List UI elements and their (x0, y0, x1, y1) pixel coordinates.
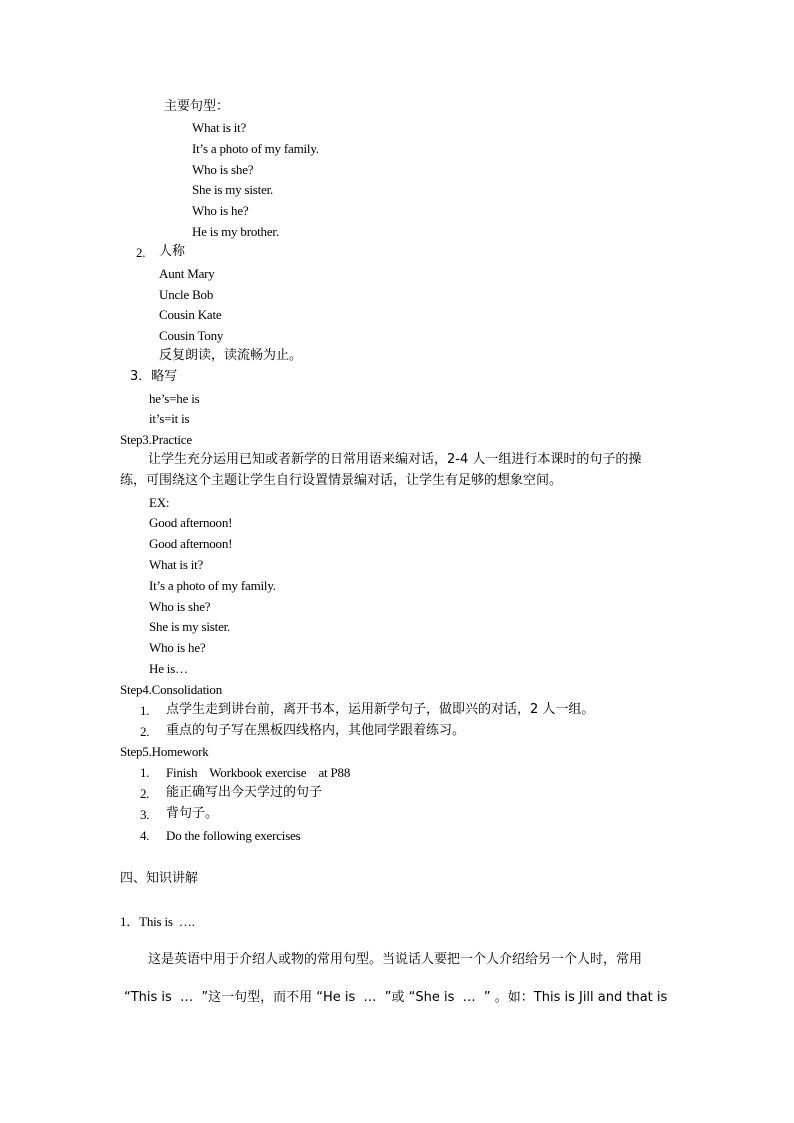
persons-note: 反复朗读，读流畅为止。 (159, 348, 303, 363)
subsection-heading: 1．This is …. (120, 914, 195, 929)
sentence-line: Who is she? (192, 162, 254, 177)
person-item: Aunt Mary (159, 266, 215, 281)
step3-paragraph-line: 让学生充分运用已知或者新学的日常用语来编对话，2-4 人一组进行本课时的句子的操 (148, 452, 642, 467)
step5-title: Step5.Homework (120, 744, 209, 759)
list-item: 能正确写出今天学过的句子 (166, 785, 323, 800)
list-number: 1. (140, 703, 150, 718)
example-line: Who is he? (149, 640, 206, 655)
list-item: 背句子。 (166, 806, 219, 821)
sentence-line: He is my brother. (192, 224, 279, 239)
example-line: What is it? (149, 557, 204, 572)
list-item: Do the following exercises (166, 828, 301, 843)
example-line: Good afternoon! (149, 515, 233, 530)
list-number: 2. (140, 724, 150, 739)
explanation-line: “This is … ”这一句型，而不用 “He is … ”或 “She is … ” 。如：This is Jill and that is (124, 990, 668, 1005)
person-item: Cousin Tony (159, 328, 224, 343)
example-line: Good afternoon! (149, 536, 233, 551)
step4-title: Step4.Consolidation (120, 682, 223, 697)
example-label: EX: (149, 495, 170, 510)
abbr-item: it’s=it is (149, 411, 190, 426)
example-line: He is… (149, 661, 188, 676)
sentence-line: What is it? (192, 120, 247, 135)
step3-paragraph-line: 练，可围绕这个主题让学生自行设置情景编对话，让学生有足够的想象空间。 (120, 473, 563, 488)
example-line: Who is she? (149, 599, 211, 614)
sentences-heading: 主要句型： (164, 99, 230, 114)
list-number: 4. (140, 828, 150, 843)
person-item: Uncle Bob (159, 287, 214, 302)
sentence-line: It’s a photo of my family. (192, 141, 319, 156)
section-heading: 四、知识讲解 (120, 871, 199, 886)
abbr-heading: 3．略写 (130, 369, 178, 384)
sentence-line: She is my sister. (192, 182, 274, 197)
persons-heading: 人称 (159, 244, 186, 259)
abbr-item: he’s=he is (149, 391, 200, 406)
list-number: 2. (140, 786, 150, 801)
sentence-line: Who is he? (192, 203, 249, 218)
person-item: Cousin Kate (159, 307, 222, 322)
list-number: 3. (140, 807, 150, 822)
explanation-line: 这是英语中用于介绍人或物的常用句型。当说话人要把一个人介绍给另一个人时，常用 (148, 952, 643, 967)
step3-title: Step3.Practice (120, 432, 192, 447)
list-item: 重点的句子写在黑板四线格内，其他同学跟着练习。 (166, 723, 466, 738)
list-number: 1. (140, 765, 150, 780)
list-item: Finish Workbook exercise at P88 (166, 765, 351, 780)
list-item: 点学生走到讲台前，离开书本，运用新学句子，做即兴的对话，2 人一组。 (166, 702, 595, 717)
persons-number: 2. (136, 245, 146, 260)
example-line: She is my sister. (149, 619, 231, 634)
example-line: It’s a photo of my family. (149, 578, 276, 593)
